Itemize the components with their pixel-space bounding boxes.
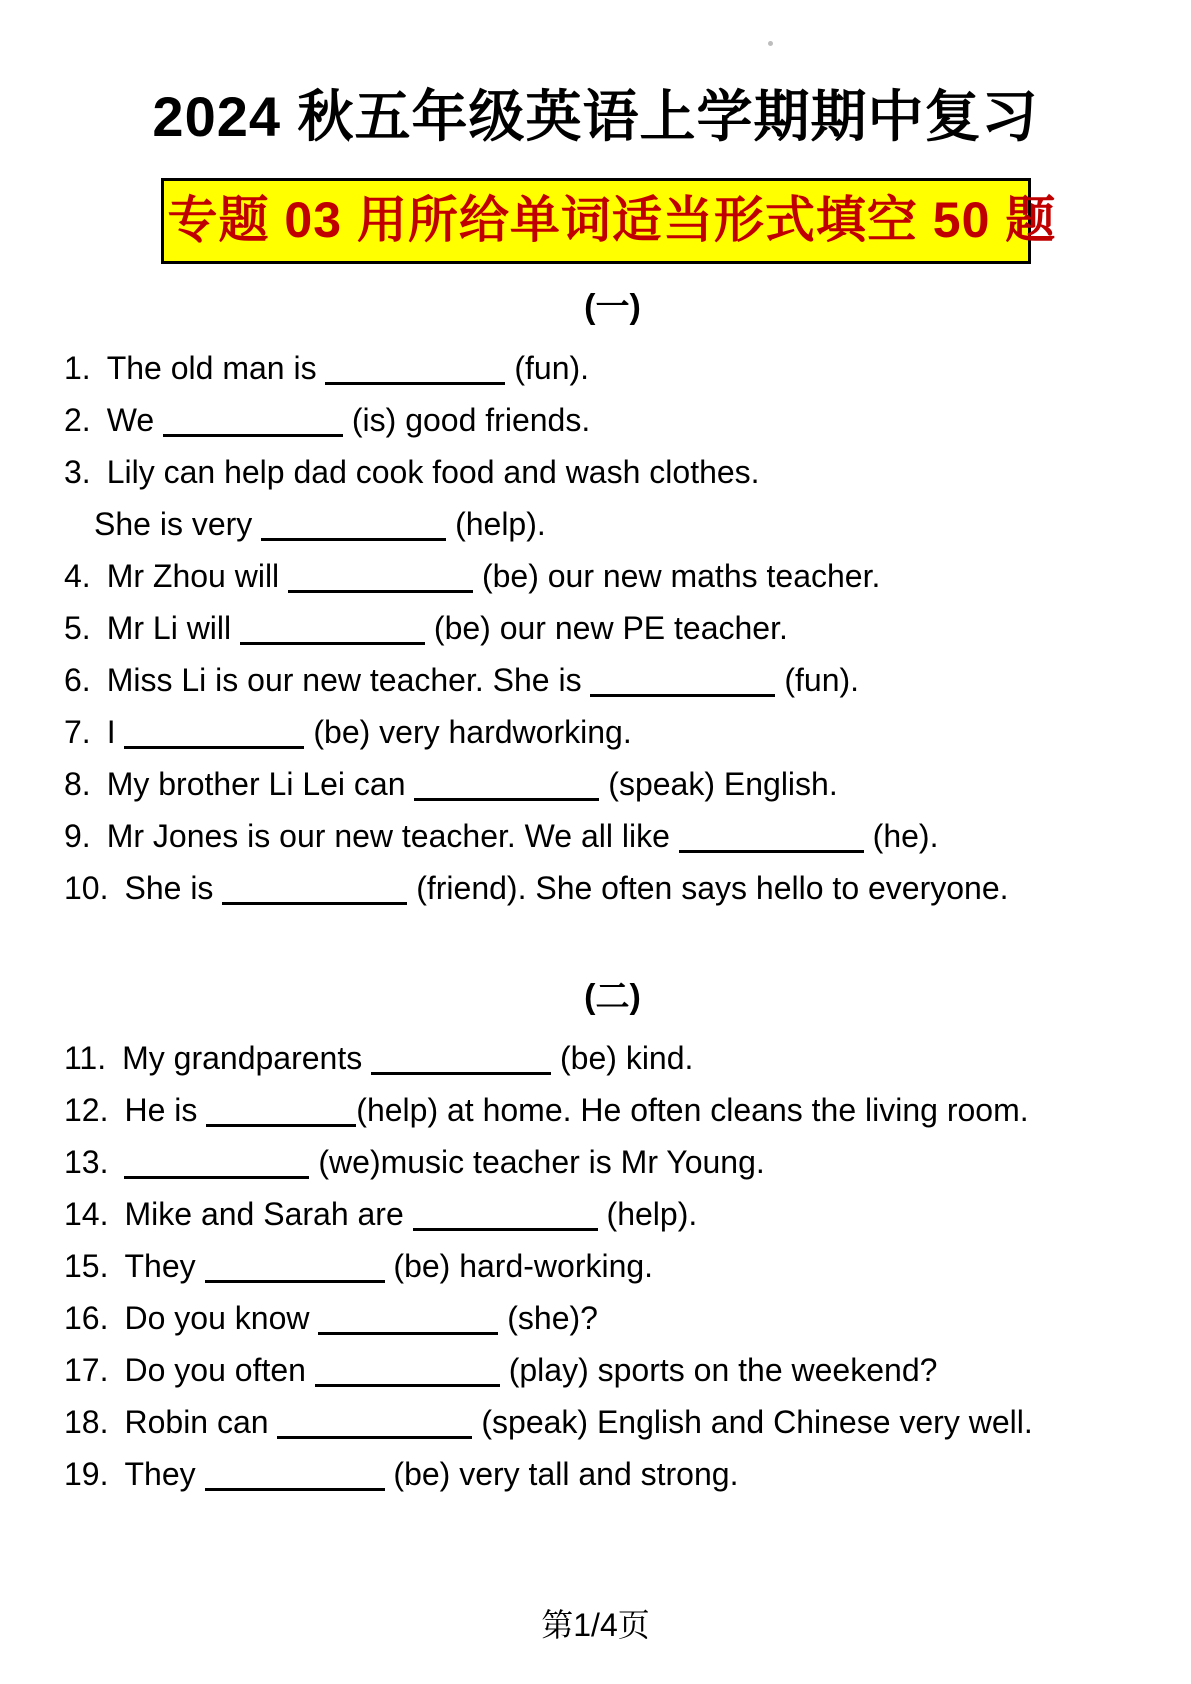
question-text: (be) kind. [551, 1040, 694, 1076]
question-number: 17. [64, 1352, 109, 1388]
question-text: Mr Jones is our new teacher. We all like [106, 818, 679, 854]
question-text: Mr Zhou will [106, 558, 289, 594]
answer-blank [124, 719, 304, 749]
question-number: 12. [64, 1092, 109, 1128]
question-text: Mr Li will [106, 610, 241, 646]
question-line [64, 706, 1161, 758]
question-line [64, 1344, 1161, 1396]
question-text: The old man is [106, 350, 326, 386]
question-line [64, 602, 1161, 654]
question-text: (she)? [498, 1300, 598, 1336]
question-line [64, 1292, 1161, 1344]
answer-blank [315, 1357, 500, 1387]
answer-blank [240, 615, 425, 645]
question-text: (help). [597, 1196, 698, 1232]
question-number: 16. [64, 1300, 109, 1336]
answer-blank [261, 511, 446, 541]
question-text: (fun). [505, 350, 590, 386]
question-text: (help). [446, 506, 546, 542]
question-line [64, 1136, 1161, 1188]
page-title: 2024 秋五年级英语上学期期中复习 [152, 85, 1039, 148]
question-text: He is [124, 1092, 207, 1128]
question-line [64, 446, 1161, 498]
question-text: (friend). She often says hello to everyone. [407, 870, 1009, 906]
answer-blank [414, 771, 599, 801]
question-text: (fun). [775, 662, 860, 698]
answer-blank [288, 563, 473, 593]
speck-artifact [768, 41, 773, 46]
question-line [64, 810, 1161, 862]
answer-blank [206, 1097, 356, 1127]
question-text: Miss Li is our new teacher. She is [106, 662, 591, 698]
question-text: Lily can help dad cook food and wash clothes. [106, 454, 760, 490]
question-text: (is) good friends. [343, 402, 591, 438]
question-text: Do you often [124, 1352, 315, 1388]
question-text: They [124, 1456, 205, 1492]
question-text: (he). [863, 818, 939, 854]
question-text: (be) our new PE teacher. [425, 610, 788, 646]
question-line [64, 862, 1161, 914]
answer-blank [590, 667, 775, 697]
section-heading: (一) [584, 288, 641, 326]
answer-blank [222, 875, 407, 905]
question-line [64, 1032, 1161, 1084]
question-text: I [106, 714, 125, 750]
question-number: 4. [64, 558, 91, 594]
question-number: 13. [64, 1144, 109, 1180]
question-number: 1. [64, 350, 91, 386]
topic-banner [161, 178, 1057, 264]
question-number: 18. [64, 1404, 109, 1440]
question-text: (play) sports on the weekend? [499, 1352, 938, 1388]
questions-area [0, 282, 1191, 1500]
question-text: (be) very tall and strong. [384, 1456, 739, 1492]
answer-blank [205, 1461, 385, 1491]
answer-blank [325, 355, 505, 385]
question-text: (speak) English and Chinese very well. [472, 1404, 1033, 1440]
question-number: 15. [64, 1248, 109, 1284]
question-text: (be) our new maths teacher. [473, 558, 881, 594]
question-text: My grandparents [122, 1040, 372, 1076]
question-text: Robin can [124, 1404, 278, 1440]
answer-blank [163, 407, 343, 437]
question-line [64, 1084, 1161, 1136]
question-number: 14. [64, 1196, 109, 1232]
answer-blank [277, 1409, 472, 1439]
question-text: Do you know [124, 1300, 319, 1336]
question-text: (speak) English. [599, 766, 838, 802]
question-line [64, 1188, 1161, 1240]
question-text: Mike and Sarah are [124, 1196, 413, 1232]
answer-blank [205, 1253, 385, 1283]
question-line [64, 550, 1161, 602]
answer-blank [679, 823, 864, 853]
question-line [64, 1448, 1161, 1500]
question-number: 6. [64, 662, 91, 698]
question-number: 11. [64, 1040, 107, 1076]
question-line [64, 1396, 1161, 1448]
question-text: She is very [94, 506, 262, 542]
question-number: 5. [64, 610, 91, 646]
question-number: 10. [64, 870, 109, 906]
question-text: (we)music teacher is Mr Young. [309, 1144, 765, 1180]
answer-blank [124, 1149, 309, 1179]
topic-banner-text: 专题 03 用所给单词适当形式填空 50 题 [167, 192, 1057, 248]
answer-blank [413, 1201, 598, 1231]
page-footer: 第1/4页 [541, 1607, 650, 1643]
question-text: (help) at home. He often cleans the living room. [356, 1092, 1029, 1128]
question-number: 8. [64, 766, 91, 802]
question-number: 7. [64, 714, 91, 750]
question-text: (be) hard-working. [384, 1248, 654, 1284]
question-number: 2. [64, 402, 91, 438]
question-number: 19. [64, 1456, 109, 1492]
question-number: 9. [64, 818, 91, 854]
question-line [64, 342, 1161, 394]
question-line [64, 498, 1161, 550]
question-text: My brother Li Lei can [106, 766, 415, 802]
question-text: They [124, 1248, 205, 1284]
question-text: We [106, 402, 163, 438]
question-line [64, 1240, 1161, 1292]
answer-blank [318, 1305, 498, 1335]
question-text: (be) very hardworking. [304, 714, 632, 750]
question-line [64, 654, 1161, 706]
section-heading: (二) [584, 978, 641, 1016]
question-line [64, 758, 1161, 810]
question-text: She is [124, 870, 223, 906]
answer-blank [371, 1045, 551, 1075]
question-number: 3. [64, 454, 91, 490]
question-line [64, 394, 1161, 446]
